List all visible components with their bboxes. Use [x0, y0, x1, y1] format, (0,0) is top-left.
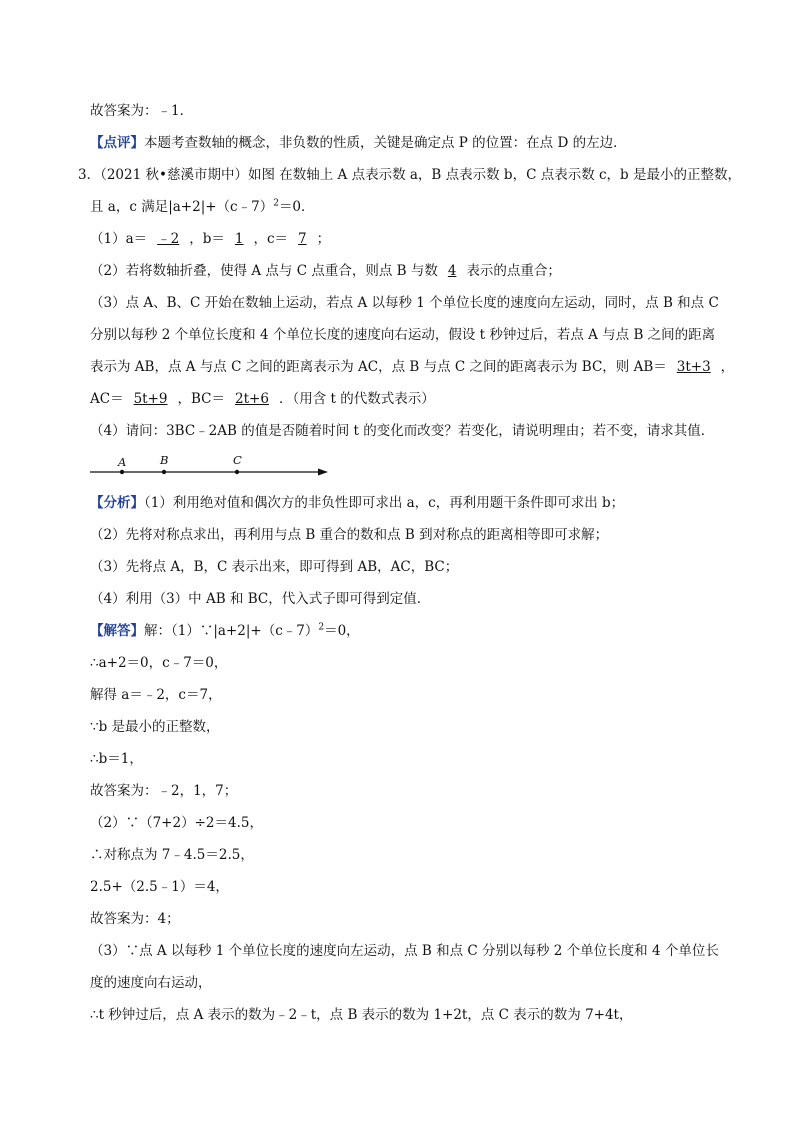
solution-text-6: 故答案为：﹣2，1，7；: [90, 783, 238, 799]
solution-line-7: [90, 813, 740, 833]
comment-tag: 【点评】: [90, 135, 144, 151]
stem-2-text: 且 a，c 满足|a+2|+（c﹣7）: [90, 199, 274, 215]
point-a-label: A: [118, 455, 127, 469]
prev-answer-line: [90, 101, 740, 121]
point-a-dot: [120, 470, 124, 474]
solution-line-6: [90, 781, 740, 801]
prev-answer-text: 故答案为：﹣1．: [90, 103, 194, 119]
solution-line-1: [90, 621, 740, 641]
part-2-line: [90, 261, 740, 281]
part-3-ac-label: AC＝: [90, 391, 124, 407]
stem-2-tail: ＝0．: [278, 199, 315, 215]
analysis-line-1: [90, 493, 740, 513]
part-1-suffix: ；: [316, 231, 331, 247]
analysis-text-2: （2）先将对称点求出，再利用与点 B 重合的数和点 B 到对称点的距离相等即可求解；: [90, 527, 609, 543]
solution-line-2: [90, 653, 740, 673]
solution-line-5: [90, 749, 740, 769]
analysis-text-3: （3）先将点 A，B，C 表示出来，即可得到 AB，AC，BC；: [90, 559, 459, 575]
part-3-text-2: 分别以每秒 2 个单位长度和 4 个单位长度的速度向右运动，假设 t 秒钟过后，若点 A 与点 B 之间的距离: [90, 327, 716, 343]
part-2-suffix: 表示的点重合；: [466, 263, 561, 279]
solution-text-2: ∴a+2＝0，c﹣7＝0，: [90, 655, 228, 671]
part-4-line: [90, 421, 740, 441]
answer-b: 1: [234, 231, 244, 247]
solution-text-1-tail: ＝0，: [324, 623, 360, 639]
solution-line-10: [90, 909, 740, 929]
analysis-tag: 【分析】: [90, 495, 144, 511]
part-3-line-4-suffix: ．（用含 t 的代数式表示）: [278, 391, 435, 407]
point-c-dot: [235, 470, 239, 474]
question-3-stem-line-1: [78, 165, 758, 185]
solution-tag: 【解答】: [90, 623, 144, 639]
answer-c: 7: [298, 231, 307, 247]
part-1-mid-2: ，c＝: [253, 231, 289, 247]
solution-text-10: 故答案为：4；: [90, 911, 180, 927]
part-3-line-1: [90, 293, 740, 313]
question-stem-1: 如图 在数轴上 A 点表示数 a，B 点表示数 b，C 点表示数 c，b 是最小的正整数，: [247, 167, 741, 183]
analysis-text-4: （4）利用（3）中 AB 和 BC，代入式子即可得到定值．: [90, 591, 431, 607]
solution-line-9: [90, 877, 740, 897]
comment-text: 本题考查数轴的概念，非负数的性质，关键是确定点 P 的位置：在点 D 的左边．: [144, 135, 627, 151]
solution-text-5: ∴b＝1，: [90, 751, 143, 767]
analysis-line-4: [90, 589, 740, 609]
part-3-line-3: [90, 357, 740, 377]
number-line-arrow-icon: [318, 469, 328, 476]
point-b-label: B: [160, 453, 169, 467]
part-3-line-3-suffix: ，: [720, 359, 735, 375]
solution-line-4: [90, 717, 740, 737]
solution-text-1: 解：（1）∵|a+2|+（c﹣7）: [144, 623, 319, 639]
part-3-line-2: [90, 325, 740, 345]
question-source: （2021 秋•慈溪市期中）: [100, 167, 248, 183]
part-2-prefix: （2）若将数轴折叠，使得 A 点与 C 点重合，则点 B 与数: [90, 263, 438, 279]
part-3-bc-label: ，BC＝: [177, 391, 226, 407]
answer-a: ﹣2: [157, 231, 180, 247]
solution-text-11: （3）∵点 A 以每秒 1 个单位长度的速度向左运动，点 B 和点 C 分别以每秒 2 个单位长度和 4 个单位长: [90, 943, 719, 959]
answer-ac: 5t+9: [133, 391, 168, 407]
analysis-line-2: [90, 525, 740, 545]
solution-line-12: [90, 973, 740, 993]
solution-text-3: 解得 a＝﹣2，c＝7，: [90, 687, 222, 703]
prev-comment-line: [90, 133, 740, 153]
solution-line-11: [90, 941, 740, 961]
solution-text-4: ∵b 是最小的正整数，: [90, 719, 220, 735]
solution-line-3: [90, 685, 740, 705]
point-b-dot: [162, 470, 166, 474]
solution-exponent: 2: [318, 622, 325, 633]
part-1-line: [90, 229, 740, 249]
part-1-prefix: （1）a＝: [90, 231, 148, 247]
number-line-svg: [88, 450, 338, 480]
point-c-label: C: [233, 453, 242, 467]
answer-ab: 3t+3: [676, 359, 711, 375]
number-line-figure: [88, 450, 338, 480]
answer-bc: 2t+6: [235, 391, 269, 407]
part-4-text: （4）请问：3BC﹣2AB 的值是否随着时间 t 的变化而改变？若变化，请说明理由；若不变，请求其值．: [90, 423, 715, 439]
solution-text-12: 度的速度向右运动，: [90, 975, 212, 991]
question-3-stem-line-2: [90, 197, 740, 217]
question-number: 3．: [78, 167, 101, 183]
solution-text-8: ∴对称点为 7﹣4.5＝2.5，: [90, 847, 254, 863]
analysis-text-1: （1）利用绝对值和偶次方的非负性即可求出 a，c，再利用题干条件即可求出 b；: [144, 495, 625, 511]
solution-text-7: （2）∵（7+2）÷2＝4.5，: [90, 815, 263, 831]
solution-text-9: 2.5+（2.5﹣1）＝4，: [90, 879, 229, 895]
part-3-text-1: （3）点 A、B、C 开始在数轴上运动，若点 A 以每秒 1 个单位长度的速度向左运动，同时，点 B 和点 C: [90, 295, 719, 311]
part-3-text-3: 表示为 AB，点 A 与点 C 之间的距离表示为 AC，点 B 与点 C 之间的距离表示为 BC，则 AB＝: [90, 359, 667, 375]
analysis-line-3: [90, 557, 740, 577]
answer-fold-point: 4: [447, 263, 457, 279]
stem-2-exponent: 2: [273, 198, 279, 209]
part-3-line-4: [90, 389, 740, 409]
solution-text-13: ∴t 秒钟过后，点 A 表示的数为﹣2﹣t，点 B 表示的数为 1+2t，点 C 表示的数为 7+4t，: [90, 1007, 633, 1023]
part-1-mid-1: ，b＝: [189, 231, 225, 247]
solution-line-8: [90, 845, 740, 865]
solution-line-13: [90, 1005, 740, 1025]
